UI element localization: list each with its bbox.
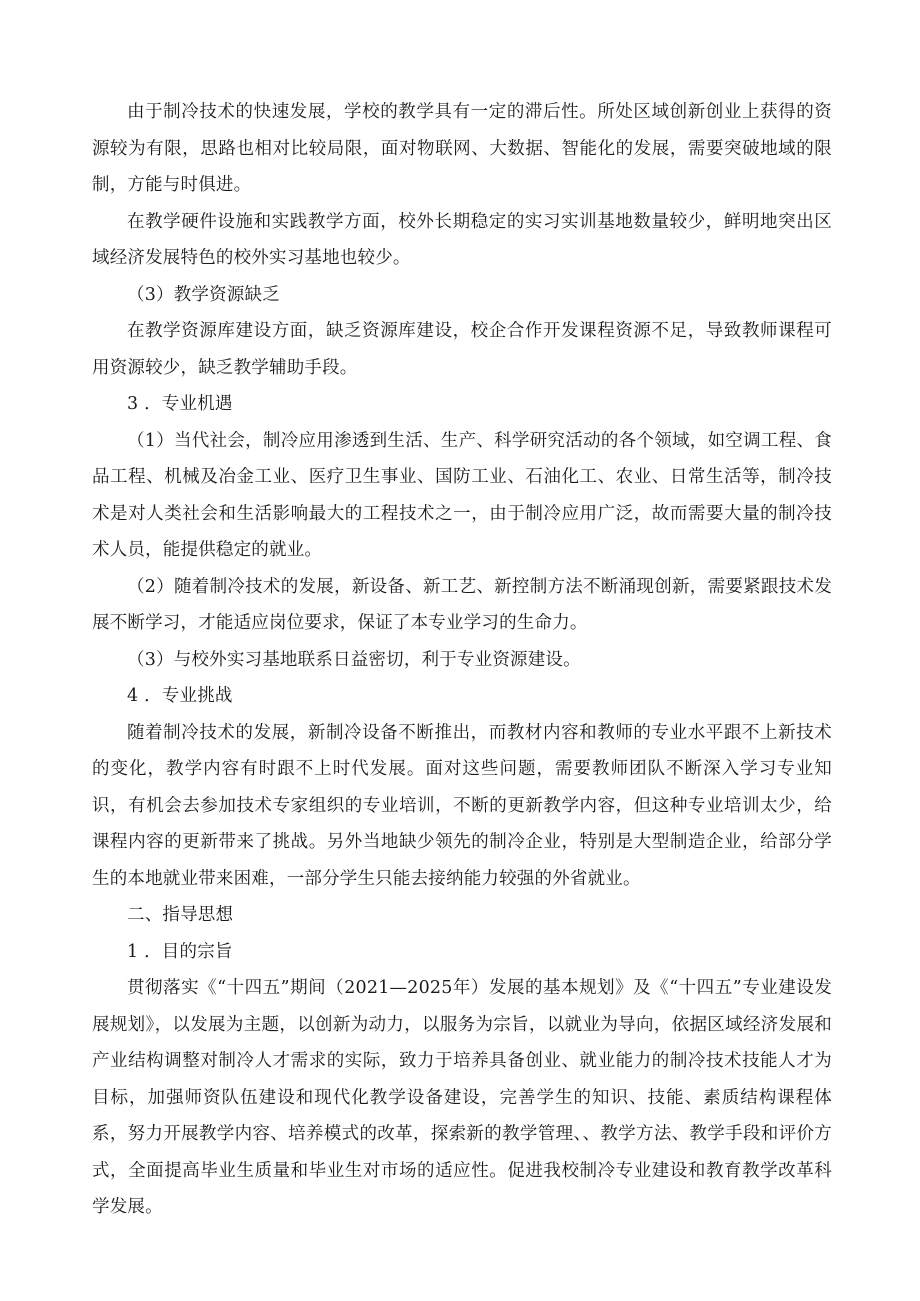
heading-teaching-resources: （3）教学资源缺乏 [127, 284, 280, 305]
paragraph-opportunity-2: （2）随着制冷技术的发展，新设备、新工艺、新控制方法不断涌现创新，需要紧跟技术发展不断学习，才能适应岗位要求，保证了本专业学习的生命力。 [92, 576, 832, 633]
paragraph-challenges: 随着制冷技术的发展，新制冷设备不断推出，而教材内容和教师的专业水平跟不上新技术的变化，教学内容有时跟不上时代发展。面对这些问题，需要教师团队不断深入学习专业知识，有机会去参加技术专家组织的专业培训，不断的更新教学内容，但这种专业培训太少，给课程内容的更新带来了挑战。另外当地缺少领先的制冷企业，特别是大型制造企业，给部分学生的本地就业带来困难，一部分学生只能去接纳能力较强的外省就业。 [92, 722, 832, 889]
heading-opportunities: 3 ．专业机遇 [127, 394, 233, 414]
paragraph-lag-development: 由于制冷技术的快速发展，学校的教学具有一定的滞后性。所处区域创新创业上获得的资源较为有限，思路也相对比较局限，面对物联网、大数据、智能化的发展，需要突破地域的限制，方能与时俱进。 [92, 102, 832, 195]
paragraph-opportunity-1: （1）当代社会，制冷应用渗透到生活、生产、科学研究活动的各个领域，如空调工程、食品工程、机械及冶金工业、医疗卫生事业、国防工业、石油化工、农业、日常生活等，制冷技术是对人类社会和生活影响最大的工程技术之一，由于制冷应用广泛，故而需要大量的制冷技术人员，能提供稳定的就业。 [92, 430, 832, 560]
heading-challenges: 4 ．专业挑战 [127, 686, 233, 706]
paragraph-opportunity-3: （3）与校外实习基地联系日益密切，利于专业资源建设。 [127, 649, 581, 670]
heading-purpose: 1 ．目的宗旨 [127, 941, 233, 962]
paragraph-purpose: 贯彻落实《“十四五”期间（2021—2025年）发展的基本规划》及《“十四五”专业建设发展规划》，以发展为主题，以创新为动力，以服务为宗旨，以就业为导向，依据区域经济发展和产业结构调整对制冷人才需求的实际，致力于培养具备创业、就业能力的制冷技术技能人才为目标，加强师资队伍建设和现代化教学设备建设，完善学生的知识、技能、素质结构课程体系，努力开展教学内容、培养模式的改革，探索新的教学管理、、教学方法、教学手段和评价方式，全面提高毕业生质量和毕业生对市场的适应性。促进我校制冷专业建设和教育教学改革科学发展。 [92, 978, 832, 1217]
document-body [92, 94, 832, 1226]
paragraph-hardware-facilities: 在教学硬件设施和实践教学方面，校外长期稳定的实习实训基地数量较少，鲜明地突出区域经济发展特色的校外实习基地也较少。 [92, 211, 832, 268]
paragraph-resource-library: 在教学资源库建设方面，缺乏资源库建设，校企合作开发课程资源不足，导致教师课程可用资源较少，缺乏教学辅助手段。 [92, 321, 832, 378]
heading-guiding-ideology: 二、指导思想 [127, 905, 234, 925]
